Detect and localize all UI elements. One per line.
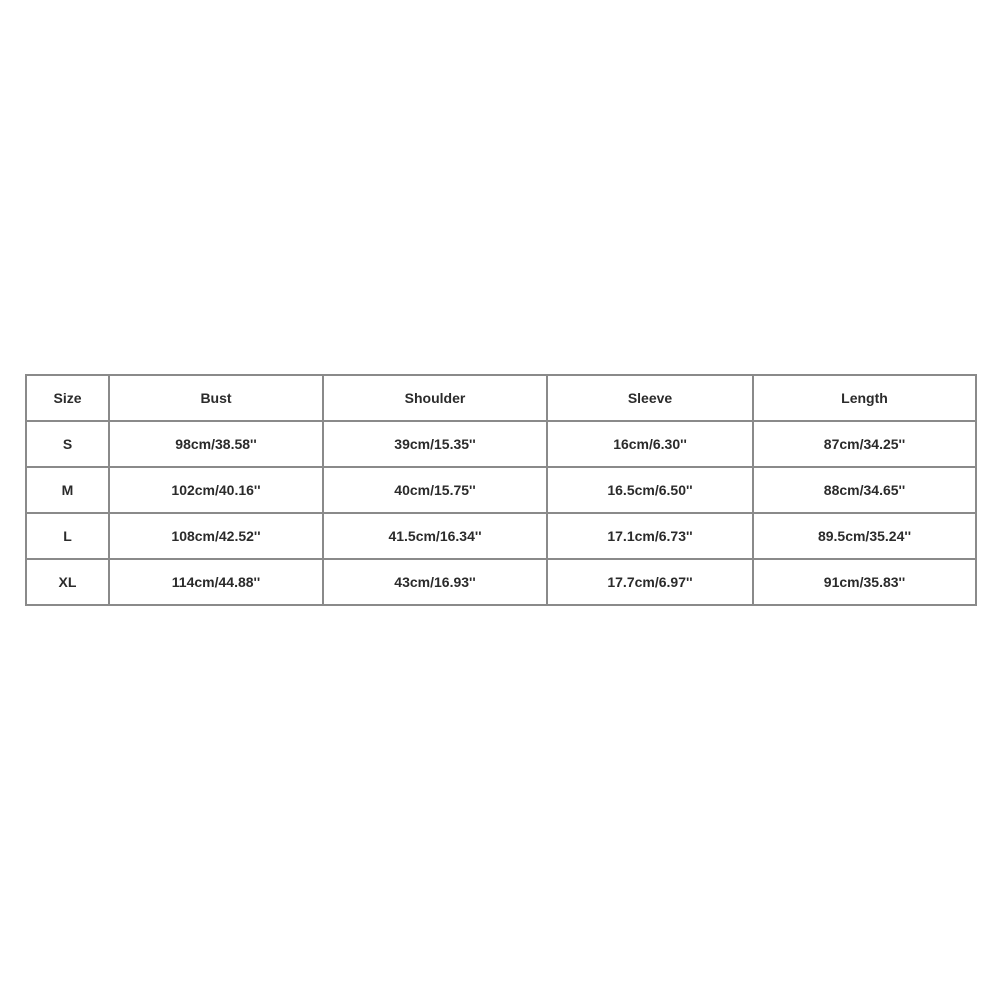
table-row <box>26 513 976 559</box>
table-row <box>26 559 976 605</box>
cell-bust: 102cm/40.16'' <box>109 467 323 513</box>
cell-length: 89.5cm/35.24'' <box>753 513 976 559</box>
table-row <box>26 421 976 467</box>
cell-shoulder: 39cm/15.35'' <box>323 421 547 467</box>
cell-shoulder: 41.5cm/16.34'' <box>323 513 547 559</box>
table-header-row <box>26 375 976 421</box>
cell-sleeve: 16cm/6.30'' <box>547 421 753 467</box>
cell-bust: 108cm/42.52'' <box>109 513 323 559</box>
header-shoulder: Shoulder <box>323 375 547 421</box>
cell-bust: 114cm/44.88'' <box>109 559 323 605</box>
header-sleeve: Sleeve <box>547 375 753 421</box>
cell-size: L <box>26 513 109 559</box>
cell-sleeve: 16.5cm/6.50'' <box>547 467 753 513</box>
header-size: Size <box>26 375 109 421</box>
cell-length: 87cm/34.25'' <box>753 421 976 467</box>
cell-length: 91cm/35.83'' <box>753 559 976 605</box>
header-length: Length <box>753 375 976 421</box>
cell-sleeve: 17.7cm/6.97'' <box>547 559 753 605</box>
header-bust: Bust <box>109 375 323 421</box>
cell-bust: 98cm/38.58'' <box>109 421 323 467</box>
size-chart-table <box>25 374 977 606</box>
cell-length: 88cm/34.65'' <box>753 467 976 513</box>
cell-size: XL <box>26 559 109 605</box>
cell-sleeve: 17.1cm/6.73'' <box>547 513 753 559</box>
cell-shoulder: 40cm/15.75'' <box>323 467 547 513</box>
cell-shoulder: 43cm/16.93'' <box>323 559 547 605</box>
cell-size: M <box>26 467 109 513</box>
table-row <box>26 467 976 513</box>
cell-size: S <box>26 421 109 467</box>
